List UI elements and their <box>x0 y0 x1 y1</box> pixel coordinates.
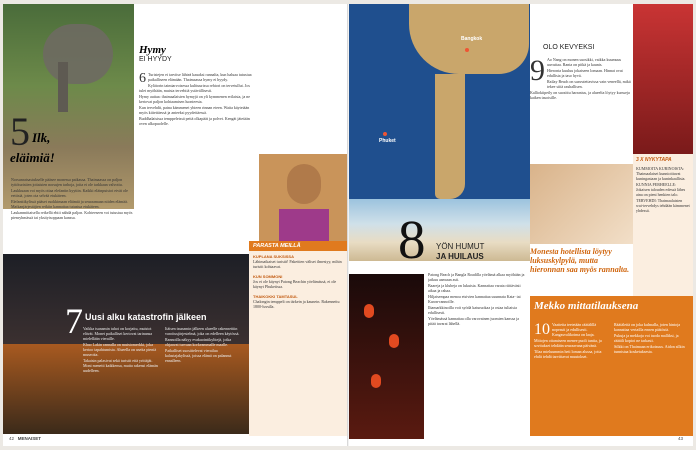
olo-heading <box>543 44 633 58</box>
olo-title: OLO KEVYEKSI <box>543 44 595 51</box>
parasta-items <box>249 251 347 312</box>
page-number: 42 <box>9 436 15 441</box>
section-8 <box>398 212 528 272</box>
nyky-label: 3 X NYKYTAPA <box>636 157 672 163</box>
magazine-spread <box>3 4 693 446</box>
parasta-item: KUPLANA SUKSISSA Lähimatkaiset turistit! Pakettien väliset ilmestyy, mihin turistit kohtaavat. <box>253 254 342 269</box>
olo-dropcap: 9 <box>530 57 545 87</box>
nyky-text: KUMMOITA KURINOISTA: Thaimaalaiset kunnioittavat kuningastaan ja kuninkaallisia. KUNNIA PERHEELLE: Jokaisen talouden edessä lähes aina on pieni henkien talo. TERVEHDI: Thaimaalaisten wai-tervehdys tehdään kämmenet yhdessä. <box>636 166 690 213</box>
section-8-title: YÖN HUMUT <box>436 242 485 251</box>
section-8-sub: JA HUILAUS <box>436 252 484 261</box>
section-8-text: Patong Beach ja Bangla Roadilla yöelämä alkaa myöhään ja jatkuu aamuun asti. Baareja ja klubeja on lukuisia. Kannattaa varata riittävästi aikaa ja rahaa. Hiljaisempaa menoa etsivien kannattaa suunnata Kata- tai Karon-rannoille. Iltamarkkinoilla voit syödä katuruokaa ja ostaa tuliaisia edullisesti. Yöelämässä kannattaa olla varovainen juomien kanssa ja pitää tavarat lähellä. <box>428 272 525 326</box>
hymy-title: Hymy <box>139 44 166 56</box>
hymy-dropcap: 6 <box>139 72 146 86</box>
tsunami-text2: Itäisen tsunamin jälkeen alueelle rakennettiin varoitusjärjestelmä, joka on edelleen käytössä. Rannoilla näkyy evakuointikylttejä, jotka ohjaavat turvaan korkeammalle maalle. Paikalliset suosittelevat vierailua kalastajakylissä, joissa elämä on palannut ennalleen. <box>165 326 240 363</box>
section-7-num: 7 <box>65 304 83 334</box>
left-footer <box>9 436 41 441</box>
mekko-box <box>530 296 693 436</box>
section-5-sub: eläimiä! <box>10 150 55 165</box>
section-8-num: 8 <box>398 212 426 270</box>
bangkok-label: Bangkok <box>461 36 483 42</box>
woman-photo <box>259 154 347 254</box>
bangkok-pin <box>465 48 469 52</box>
hymy-heading <box>139 44 219 74</box>
map-photo <box>349 4 530 199</box>
temple-photo <box>633 4 693 154</box>
phuket-pin <box>383 132 387 136</box>
mekko-dropcap: 10 <box>534 321 550 338</box>
page-number: 43 <box>678 436 684 441</box>
section-5-text: Norsunratsastukselle pääsee monessa paikassa. Thaimaassa on paljon tyttöturistien joitaisten norsujen tarhoja, joita ei ole tarkkaan valvottu. Laukkuaan voi myös ottaa elefantin kyytiin. Kaikki eläinpuistot eivät ole eettisiä, joten ota selvää etukäteen. Elefanttikylissä pääset ruokkimaan eläimiä ja seuraamaan niiden elämää. Matkanjärjestäjien retkiin kannattaa tutustua etukäteen. Laukanmittaisella retkellä ehtii nähdä paljon. Kohteeseen voi tutustua myös pienryhmässä tai yksityisoppaan kanssa. <box>11 177 133 220</box>
tsunami-text: Vaikka tsunamin tuhot on korjattu, muistot elävät. Monet paikalliset kertovat tarinansa mielellään vieraille. Khao Lakin rannalla on muistomerkki, joka kertoo tapahtumista. Alueella on useita pieniä museoita. Takaisin palasivat sekä turistit että yrittäjät. Moni menetti kaikkensa, mutta rakensi elämän uudelleen. <box>83 326 158 373</box>
section-5-num: 5 <box>10 112 30 154</box>
right-footer <box>678 436 683 441</box>
section-7-title: Uusi alku katastrofin jälkeen <box>85 312 207 322</box>
parasta-item: THAIKOKKI TAMTASUL Chalongin temppeli on tärkein ja kaunein. Rakennettu 1800-luvulla. <box>253 294 340 309</box>
section-5-title: Ilk, <box>32 130 51 145</box>
brand: MENAISET <box>17 436 42 441</box>
mekko-text2: Räätäleitä on joka kulmalla, joten hintoja kannattaa vertailla ennen päätöstä. Pukuja ja mekkoja voi tuoda malliksi, ja räätäli kopioi ne tarkasti. Silkki on Thaimaan erikoisuus. Aidon silkin tunnistaa kosketuksesta. <box>614 322 685 354</box>
parasta-item: KUN SOMMONI Jos ei ole käynyt Patong Beachin yöelämässä, ei ole käynyt Phuketissa. <box>253 274 337 289</box>
mekko-title: Mekko mittatilauksena <box>534 300 639 312</box>
hymy-text: 6 Turistejen ei tarvitse lähteä kauaksi rannalta, kun haluaa tutustua paikalliseen elämään. Thaimaassa hymy ei hyydy. Kylätorin taimiarvoisessa kulttuurissa rehtori on tervetullut. Jos tulet myöhään, muista tervehtiä ystävällisesti. Hymy auttaa: thaimaalaisten hymyjä on yli kymmenen erilaista, ja ne kertovat paljon kohtaamisen luonteesta. Kun tervehdit, paina kämmenet yhteen rinnan eteen. Waita käytetään myös kiitettäessä ja anteeksi pyydettäessä. Buddhalaisissa temppeleissä peitä olkapäät ja polvet. Kengät jätetään oven ulkopuolelle. <box>139 72 252 126</box>
massage-photo <box>530 164 633 244</box>
hymy-sub: EI HYYDY <box>139 56 172 63</box>
phuket-label: Phuket <box>379 138 396 144</box>
parasta-label: PARASTA MEILLÄ <box>249 241 347 251</box>
pull-quote-text: Monesta hotellista löytyy luksuskylpylä, mutta hieronnan saa myös rannalta. <box>530 247 630 274</box>
section-5 <box>10 112 70 172</box>
olo-text: 9 Ao Nang on monen suosikki, vaikka kuumuus uuvuttaa. Ranta on pitkä ja kaunis. Hieronta kuuluu jokaiseen lomaan. Hinnat ovat edullisia ja taso hyvä. Railay Beach on saavutettavissa vain veneellä, mikä tekee siitä rauhallisen. Kalliokiipeily on suosittu harrastus, ja alueelta löytyy kursseja kaiken tasoisille. <box>530 57 631 100</box>
mekko-text: 10 Vaatteita teetetään räätälillä nopeasti ja edullisesti. Kangasvalikoima on laaja. Mittojen ottamiseen menee puoli tuntia, ja sovitukset tehdään seuraavana päivänä. Tilaa mieluummin heti loman alussa, jotta ehdit tehdä tarvittavat muutokset. <box>534 321 602 359</box>
pull-quote <box>530 247 633 295</box>
parasta-box <box>249 241 347 436</box>
lantern-photo <box>349 274 424 439</box>
